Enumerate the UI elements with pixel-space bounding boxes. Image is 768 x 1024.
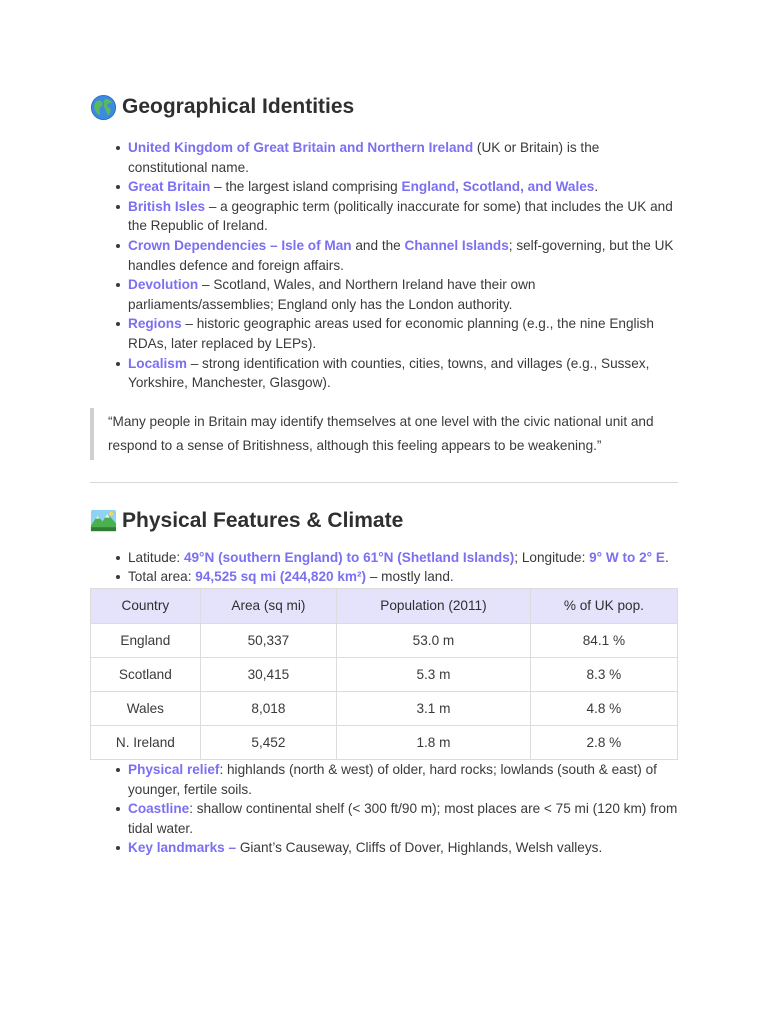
highlight-text: Crown Dependencies – Isle of Man [128, 237, 352, 253]
table-cell: 30,415 [200, 657, 336, 691]
table-row [91, 657, 678, 691]
globe-icon [90, 94, 117, 121]
table-cell: 4.8 % [530, 691, 677, 725]
list-item [128, 138, 678, 177]
list-item [128, 197, 678, 236]
table-header-row [91, 588, 678, 623]
table-cell: 50,337 [200, 623, 336, 657]
section-title: Geographical Identities [122, 95, 355, 118]
list-item-text: Giant’s Causeway, Cliffs of Dover, Highlands, Welsh valleys. [236, 840, 603, 856]
highlight-text: Key landmarks – [128, 840, 237, 856]
highlight-text: 9° W to 2° E [589, 549, 665, 565]
highlight-text: 49°N (southern England) to 61°N (Shetland Islands) [183, 549, 515, 565]
table-cell: England [91, 623, 201, 657]
list-item-text: Latitude: [128, 549, 184, 565]
table-cell: 3.1 m [337, 691, 531, 725]
landscape-icon [90, 507, 117, 534]
list-item-text: and the [351, 237, 405, 253]
list-item [128, 275, 678, 314]
highlight-text: Great Britain [128, 179, 211, 195]
list-item [128, 354, 678, 393]
table-cell: 53.0 m [337, 623, 531, 657]
blockquote: “Many people in Britain may identify themselves at one level with the civic national unit and respond to a sense of Britishness, although this feeling appears to be weakening.” [90, 408, 678, 460]
highlight-text: Channel Islands [404, 237, 509, 253]
section-heading-geographical-identities [90, 92, 678, 122]
list-item [128, 314, 678, 353]
list-item-text: . [594, 179, 599, 195]
table-header: Country [91, 588, 201, 623]
list-item [128, 799, 678, 838]
table-header: Population (2011) [337, 588, 531, 623]
list-item-text: Total area: [128, 569, 196, 585]
highlight-text: Devolution [128, 277, 199, 293]
list-item-text: – Scotland, Wales, and Northern Ireland have their own parliaments/assemblies; England only has the London authority. [128, 277, 536, 312]
list-item-text: – strong identification with counties, cities, towns, and villages (e.g., Sussex, Yorkshire, Manchester, Glasgow). [128, 355, 650, 391]
identities-list [90, 138, 678, 393]
highlight-text: Physical relief [128, 761, 220, 777]
list-item-text: . [664, 549, 669, 565]
highlight-text: Localism [128, 355, 187, 371]
list-item [128, 236, 678, 275]
highlight-text: Regions [128, 316, 182, 332]
divider [90, 482, 678, 483]
document-page [90, 92, 678, 858]
table-row [91, 725, 678, 759]
list-item-text: ; Longitude: [514, 549, 590, 565]
table-cell: Wales [91, 691, 201, 725]
table-cell: 1.8 m [337, 725, 531, 759]
highlight-text: United Kingdom of Great Britain and Northern Ireland [128, 140, 474, 155]
table-cell: Scotland [91, 657, 201, 691]
table-cell: 5.3 m [337, 657, 531, 691]
table-cell: 84.1 % [530, 623, 677, 657]
physical-details-list [90, 760, 678, 858]
list-item-text: : shallow continental shelf (< 300 ft/90 m); most places are < 75 mi (120 km) from tidal water. [128, 801, 678, 836]
list-item-text: : highlands (north & west) of older, hard rocks; lowlands (south & east) of younger, fertile soils. [128, 761, 657, 797]
list-item [128, 548, 678, 568]
table-cell: N. Ireland [91, 725, 201, 759]
list-item-text: ; self-governing, but the UK handles defence and foreign affairs. [128, 237, 674, 273]
uk-countries-table [90, 588, 678, 760]
table-cell: 2.8 % [530, 725, 677, 759]
list-item [128, 760, 678, 799]
highlight-text: 94,525 sq mi (244,820 km²) [195, 569, 367, 585]
section-heading-physical-features [90, 506, 678, 536]
list-item [128, 177, 678, 197]
table-cell: 8,018 [200, 691, 336, 725]
physical-list [90, 548, 678, 587]
table-row [91, 691, 678, 725]
list-item-text: – mostly land. [366, 569, 454, 585]
section-title: Physical Features & Climate [122, 508, 404, 532]
table-cell: 5,452 [200, 725, 336, 759]
highlight-text: Coastline [128, 801, 190, 817]
table-row [91, 623, 678, 657]
list-item-text: – a geographic term (politically inaccurate for some) that includes the UK and the Republic of Ireland. [128, 198, 673, 234]
list-item-text: – the largest island comprising [210, 179, 402, 195]
table-header: Area (sq mi) [200, 588, 336, 623]
list-item-text: – historic geographic areas used for economic planning (e.g., the nine English RDAs, later replaced by LEPs). [128, 316, 654, 351]
table-cell: 8.3 % [530, 657, 677, 691]
highlight-text: England, Scotland, and Wales [401, 179, 595, 195]
table-header: % of UK pop. [530, 588, 677, 623]
list-item [128, 567, 678, 587]
highlight-text: British Isles [128, 198, 206, 214]
list-item [128, 838, 678, 858]
list-item-text: (UK or Britain) is the constitutional name. [128, 140, 600, 175]
